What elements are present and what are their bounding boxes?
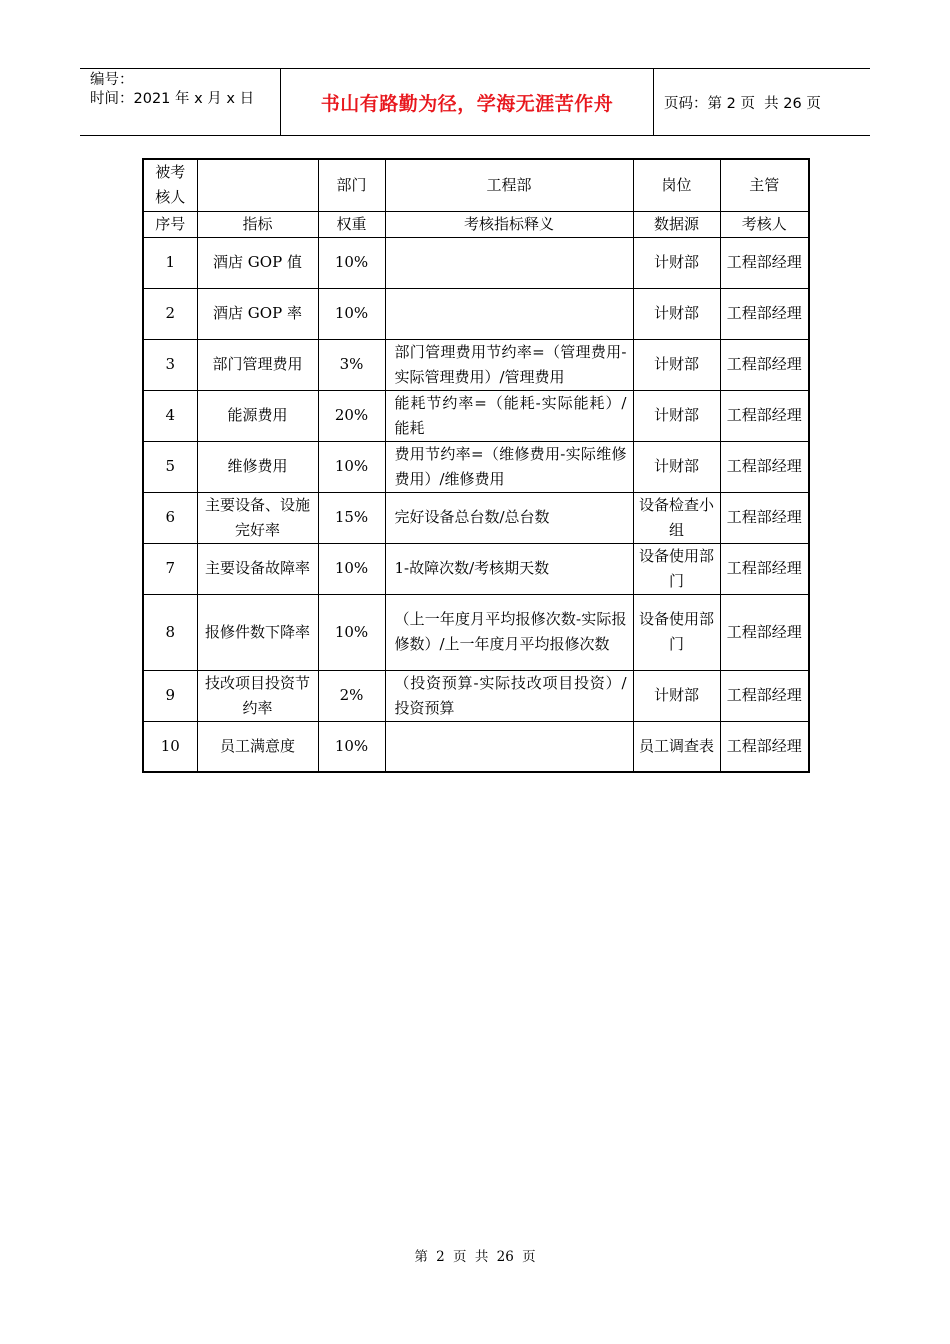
- row-data-source: 计财部: [633, 390, 720, 441]
- col-weight-header: 权重: [318, 211, 385, 237]
- row-weight: 10%: [318, 288, 385, 339]
- row-assessor: 工程部经理: [720, 441, 809, 492]
- row-data-source: 设备检查小组: [633, 492, 720, 543]
- table-header-row: [143, 211, 809, 237]
- row-data-source: 计财部: [633, 441, 720, 492]
- col-indicator-header: 指标: [197, 211, 318, 237]
- row-number: 3: [143, 339, 197, 390]
- row-number: 8: [143, 594, 197, 670]
- row-weight: 3%: [318, 339, 385, 390]
- row-weight: 10%: [318, 543, 385, 594]
- row-assessor: 工程部经理: [720, 594, 809, 670]
- row-indicator: 维修费用: [197, 441, 318, 492]
- row-data-source: 设备使用部门: [633, 543, 720, 594]
- col-source-header: 数据源: [633, 211, 720, 237]
- row-number: 4: [143, 390, 197, 441]
- kpi-table: [142, 158, 810, 773]
- post-value: 主管: [720, 159, 809, 211]
- row-indicator: 技改项目投资节约率: [197, 670, 318, 721]
- row-indicator: 酒店 GOP 率: [197, 288, 318, 339]
- row-assessor: 工程部经理: [720, 492, 809, 543]
- row-number: 10: [143, 721, 197, 772]
- doc-code-label: 编号：: [90, 72, 134, 88]
- row-weight: 15%: [318, 492, 385, 543]
- row-data-source: 计财部: [633, 288, 720, 339]
- table-row: [143, 339, 809, 390]
- row-definition: 部门管理费用节约率=（管理费用-实际管理费用）/管理费用: [385, 339, 633, 390]
- row-number: 2: [143, 288, 197, 339]
- row-number: 7: [143, 543, 197, 594]
- doc-time-label: 时间：2021 年 x 月 x 日: [90, 91, 255, 107]
- dept-value: 工程部: [385, 159, 633, 211]
- dept-label: 部门: [318, 159, 385, 211]
- table-row: [143, 594, 809, 670]
- table-info-row: [143, 159, 809, 211]
- row-definition: 费用节约率=（维修费用-实际维修费用）/维修费用: [385, 441, 633, 492]
- row-assessor: 工程部经理: [720, 288, 809, 339]
- row-assessor: 工程部经理: [720, 543, 809, 594]
- table-row: [143, 543, 809, 594]
- table-row: [143, 237, 809, 288]
- page-header: [80, 68, 870, 136]
- row-definition: [385, 721, 633, 772]
- row-weight: 2%: [318, 670, 385, 721]
- examinee-label: 被考核人: [143, 159, 197, 211]
- row-indicator: 能源费用: [197, 390, 318, 441]
- row-weight: 20%: [318, 390, 385, 441]
- row-indicator: 主要设备、设施完好率: [197, 492, 318, 543]
- table-row: [143, 441, 809, 492]
- row-number: 9: [143, 670, 197, 721]
- footer-page-number: 第 2 页 共 26 页: [414, 1249, 536, 1265]
- post-label: [633, 159, 720, 211]
- row-definition: （投资预算-实际技改项目投资）/投资预算: [385, 670, 633, 721]
- row-weight: 10%: [318, 594, 385, 670]
- table-row: [143, 288, 809, 339]
- post-label-text: 岗位: [661, 175, 692, 194]
- header-page-info: [654, 69, 870, 135]
- row-indicator: 酒店 GOP 值: [197, 237, 318, 288]
- row-definition: 能耗节约率=（能耗-实际能耗）/能耗: [385, 390, 633, 441]
- row-definition: （上一年度月平均报修次数-实际报修数）/上一年度月平均报修次数: [385, 594, 633, 670]
- row-number: 5: [143, 441, 197, 492]
- row-data-source: 计财部: [633, 339, 720, 390]
- table-row: [143, 670, 809, 721]
- row-definition: 完好设备总台数/总台数: [385, 492, 633, 543]
- row-weight: 10%: [318, 441, 385, 492]
- table-row: [143, 721, 809, 772]
- row-data-source: 设备使用部门: [633, 594, 720, 670]
- row-indicator: 报修件数下降率: [197, 594, 318, 670]
- row-indicator: 主要设备故障率: [197, 543, 318, 594]
- row-weight: 10%: [318, 721, 385, 772]
- row-data-source: 计财部: [633, 670, 720, 721]
- col-assessor-header: 考核人: [720, 211, 809, 237]
- table-row: [143, 390, 809, 441]
- row-assessor: 工程部经理: [720, 670, 809, 721]
- row-definition: [385, 288, 633, 339]
- row-data-source: 员工调查表: [633, 721, 720, 772]
- row-number: 6: [143, 492, 197, 543]
- row-assessor: 工程部经理: [720, 721, 809, 772]
- row-indicator: 部门管理费用: [197, 339, 318, 390]
- row-number: 1: [143, 237, 197, 288]
- row-assessor: 工程部经理: [720, 339, 809, 390]
- row-definition: 1-故障次数/考核期天数: [385, 543, 633, 594]
- table-body: [143, 237, 809, 772]
- page-footer: [0, 1245, 950, 1265]
- header-page-info-text: 页码：第 2 页 共 26 页: [664, 95, 821, 112]
- row-assessor: 工程部经理: [720, 390, 809, 441]
- row-weight: 10%: [318, 237, 385, 288]
- col-number-header: 序号: [143, 211, 197, 237]
- row-definition: [385, 237, 633, 288]
- header-motto: 书山有路勤为径，学海无涯苦作舟: [281, 69, 654, 135]
- examinee-value: [197, 159, 318, 211]
- row-indicator: 员工满意度: [197, 721, 318, 772]
- row-assessor: 工程部经理: [720, 237, 809, 288]
- col-definition-header: 考核指标释义: [385, 211, 633, 237]
- header-meta: [80, 69, 281, 135]
- row-data-source: 计财部: [633, 237, 720, 288]
- table-row: [143, 492, 809, 543]
